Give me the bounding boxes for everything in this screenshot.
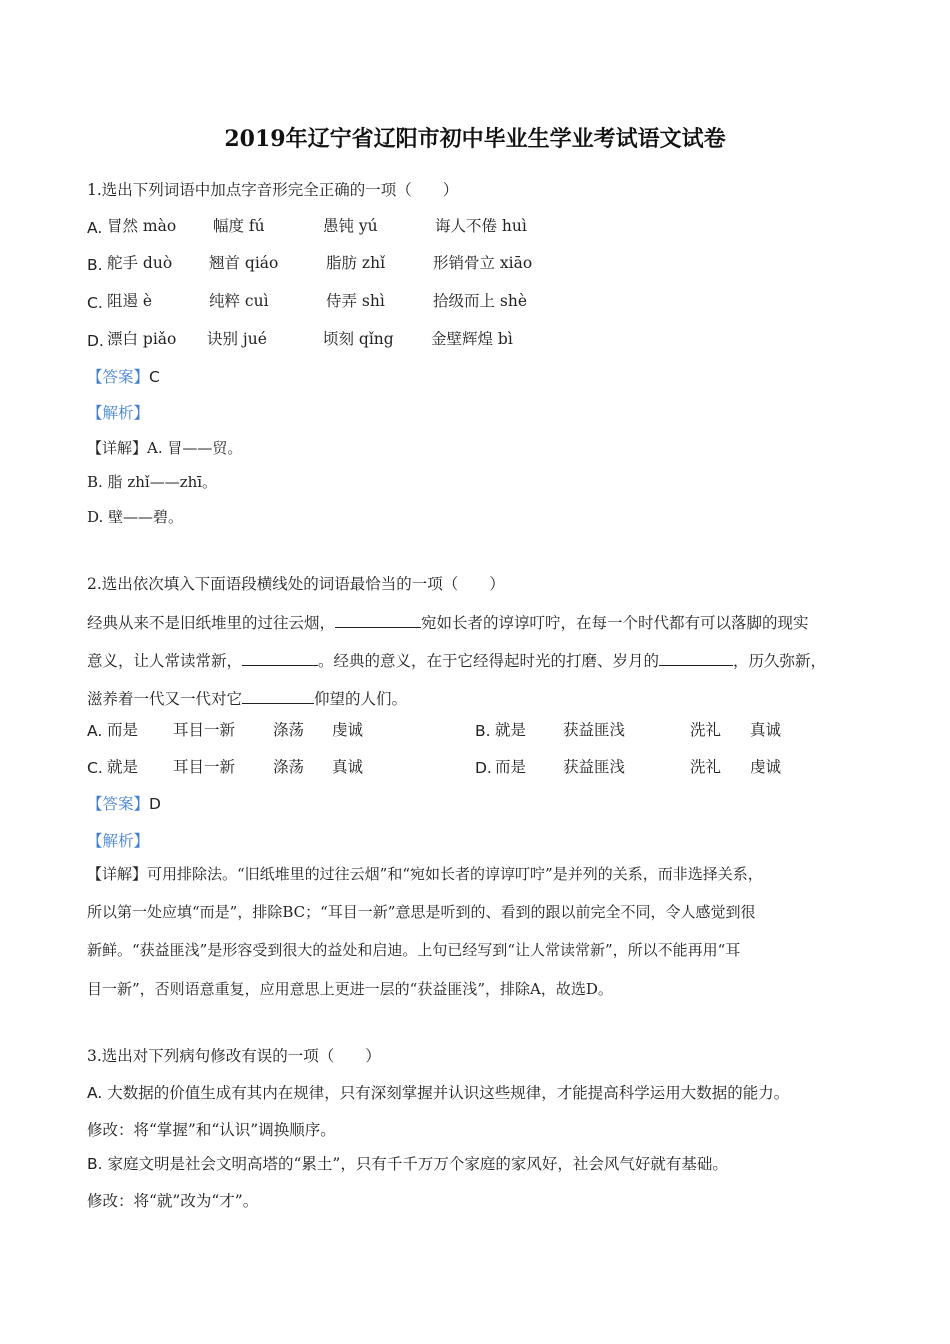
option-item: 冒然 mào <box>107 217 177 235</box>
option-letter: C. <box>87 294 103 312</box>
q3-revision-a: 修改：将“掌握”和“认识”调换顺序。 <box>87 1121 336 1139</box>
option-item: 翘首 qiáo <box>209 254 279 272</box>
option-text: 大数据的价值生成有其内在规律，只有深刻掌握并认识这些规律，才能提高科学运用大数据的能力。 <box>107 1084 790 1102</box>
option-letter: C. <box>87 759 103 777</box>
option-item: 而是 <box>495 758 527 776</box>
option-letter: B. <box>475 722 491 740</box>
q2-passage-line <box>87 647 826 672</box>
q2-passage-line <box>87 685 407 710</box>
passage-text: 经典从来不是旧纸堆里的过往云烟， <box>87 614 336 632</box>
option-item: 耳目一新 <box>173 758 236 776</box>
q1-answer <box>87 366 160 388</box>
q1-detail-line: 【详解】A. 冒——贸。 <box>87 439 243 457</box>
option-item: 幅度 fú <box>213 217 265 235</box>
answer-tag: 【答案】 <box>87 368 150 386</box>
option-letter: A. <box>87 219 103 237</box>
q2-passage-line <box>87 609 809 634</box>
answer-value: C <box>149 368 160 386</box>
q3-option-b <box>87 1153 728 1175</box>
fill-blank-1 <box>335 609 421 628</box>
passage-text: 意义，让人常读常新， <box>87 652 243 670</box>
passage-text: 滋养着一代又一代对它 <box>87 690 243 708</box>
q2-analysis-tag: 【解析】 <box>87 832 150 850</box>
option-letter: D. <box>475 759 492 777</box>
option-text: 家庭文明是社会文明高塔的“累土”，只有千千万万个家庭的家风好，社会风气好就有基础。 <box>107 1155 728 1173</box>
option-item: 获益匪浅 <box>563 758 626 776</box>
exam-title: 2019年辽宁省辽阳市初中毕业生学业考试语文试卷 <box>224 126 726 152</box>
fill-blank-4 <box>242 685 314 704</box>
option-item: 就是 <box>107 758 139 776</box>
q2-detail-line: 所以第一处应填“而是”，排除BC；“耳目一新”意思是听到的、看到的跟以前完全不同，令人感觉到很 <box>87 903 756 921</box>
q2-stem: 2.选出依次填入下面语段横线处的词语最恰当的一项（ ） <box>87 575 505 593</box>
q2-detail-line: 新鲜。“获益匪浅”是形容受到很大的益处和启迪。上句已经写到“让人常读常新”，所以不能再用“耳 <box>87 941 741 959</box>
passage-text: 宛如长者的谆谆叮咛，在每一个时代都有可以落脚的现实 <box>421 614 809 632</box>
option-item: 诀别 jué <box>207 330 267 348</box>
q1-detail-line: B. 脂 zhǐ——zhī。 <box>87 473 218 491</box>
option-item: 顷刻 qǐng <box>323 330 394 348</box>
q1-detail-line: D. 壁——碧。 <box>87 508 184 526</box>
q3-revision-b: 修改：将“就”改为“才”。 <box>87 1192 259 1210</box>
option-item: 诲人不倦 huì <box>435 217 527 235</box>
option-item: 虔诚 <box>750 758 782 776</box>
q2-answer <box>87 793 161 815</box>
q1-analysis-tag: 【解析】 <box>87 404 150 422</box>
option-letter: A. <box>87 1084 103 1102</box>
answer-tag: 【答案】 <box>87 795 150 813</box>
option-letter: B. <box>87 1155 103 1173</box>
option-item: 洗礼 <box>690 721 722 739</box>
option-item: 舵手 duò <box>107 254 173 272</box>
option-item: 涤荡 <box>273 721 305 739</box>
q3-stem: 3.选出对下列病句修改有误的一项（ ） <box>87 1047 381 1065</box>
passage-text: ，历久弥新， <box>733 652 827 670</box>
detail-tag: 【详解】 <box>87 865 148 883</box>
option-item: 真诚 <box>332 758 364 776</box>
option-item: 愚钝 yú <box>323 217 378 235</box>
passage-text: 仰望的人们。 <box>314 690 408 708</box>
answer-value: D <box>149 795 161 813</box>
option-item: 而是 <box>107 721 139 739</box>
option-item: 金壁辉煌 bì <box>431 330 513 348</box>
option-item: 耳目一新 <box>173 721 236 739</box>
detail-text: 可用排除法。“旧纸堆里的过往云烟”和“宛如长者的谆谆叮咛”是并列的关系，而非选择关系， <box>147 865 763 883</box>
option-item: 侍弄 shì <box>326 292 385 310</box>
passage-text: 。经典的意义，在于它经得起时光的打磨、岁月的 <box>318 652 660 670</box>
option-item: 洗礼 <box>690 758 722 776</box>
option-item: 虔诚 <box>332 721 364 739</box>
option-letter: A. <box>87 722 103 740</box>
option-item: 拾级而上 shè <box>433 292 528 310</box>
option-item: 就是 <box>495 721 527 739</box>
q1-stem: 1.选出下列词语中加点字音形完全正确的一项（ ） <box>87 181 459 199</box>
option-item: 获益匪浅 <box>563 721 626 739</box>
q2-detail-line <box>87 863 763 885</box>
fill-blank-2 <box>242 647 318 666</box>
option-item: 漂白 piǎo <box>107 330 177 348</box>
fill-blank-3 <box>659 647 733 666</box>
option-item: 形销骨立 xiāo <box>433 254 533 272</box>
option-item: 真诚 <box>750 721 782 739</box>
option-item: 阻遏 è <box>107 292 153 310</box>
option-item: 脂肪 zhǐ <box>326 254 386 272</box>
option-item: 涤荡 <box>273 758 305 776</box>
q2-detail-line: 目一新”，否则语意重复，应用意思上更进一层的“获益匪浅”，排除A，故选D。 <box>87 980 613 998</box>
option-letter: D. <box>87 332 104 350</box>
option-item: 纯粹 cuì <box>209 292 269 310</box>
option-letter: B. <box>87 256 103 274</box>
q3-option-a <box>87 1082 789 1104</box>
